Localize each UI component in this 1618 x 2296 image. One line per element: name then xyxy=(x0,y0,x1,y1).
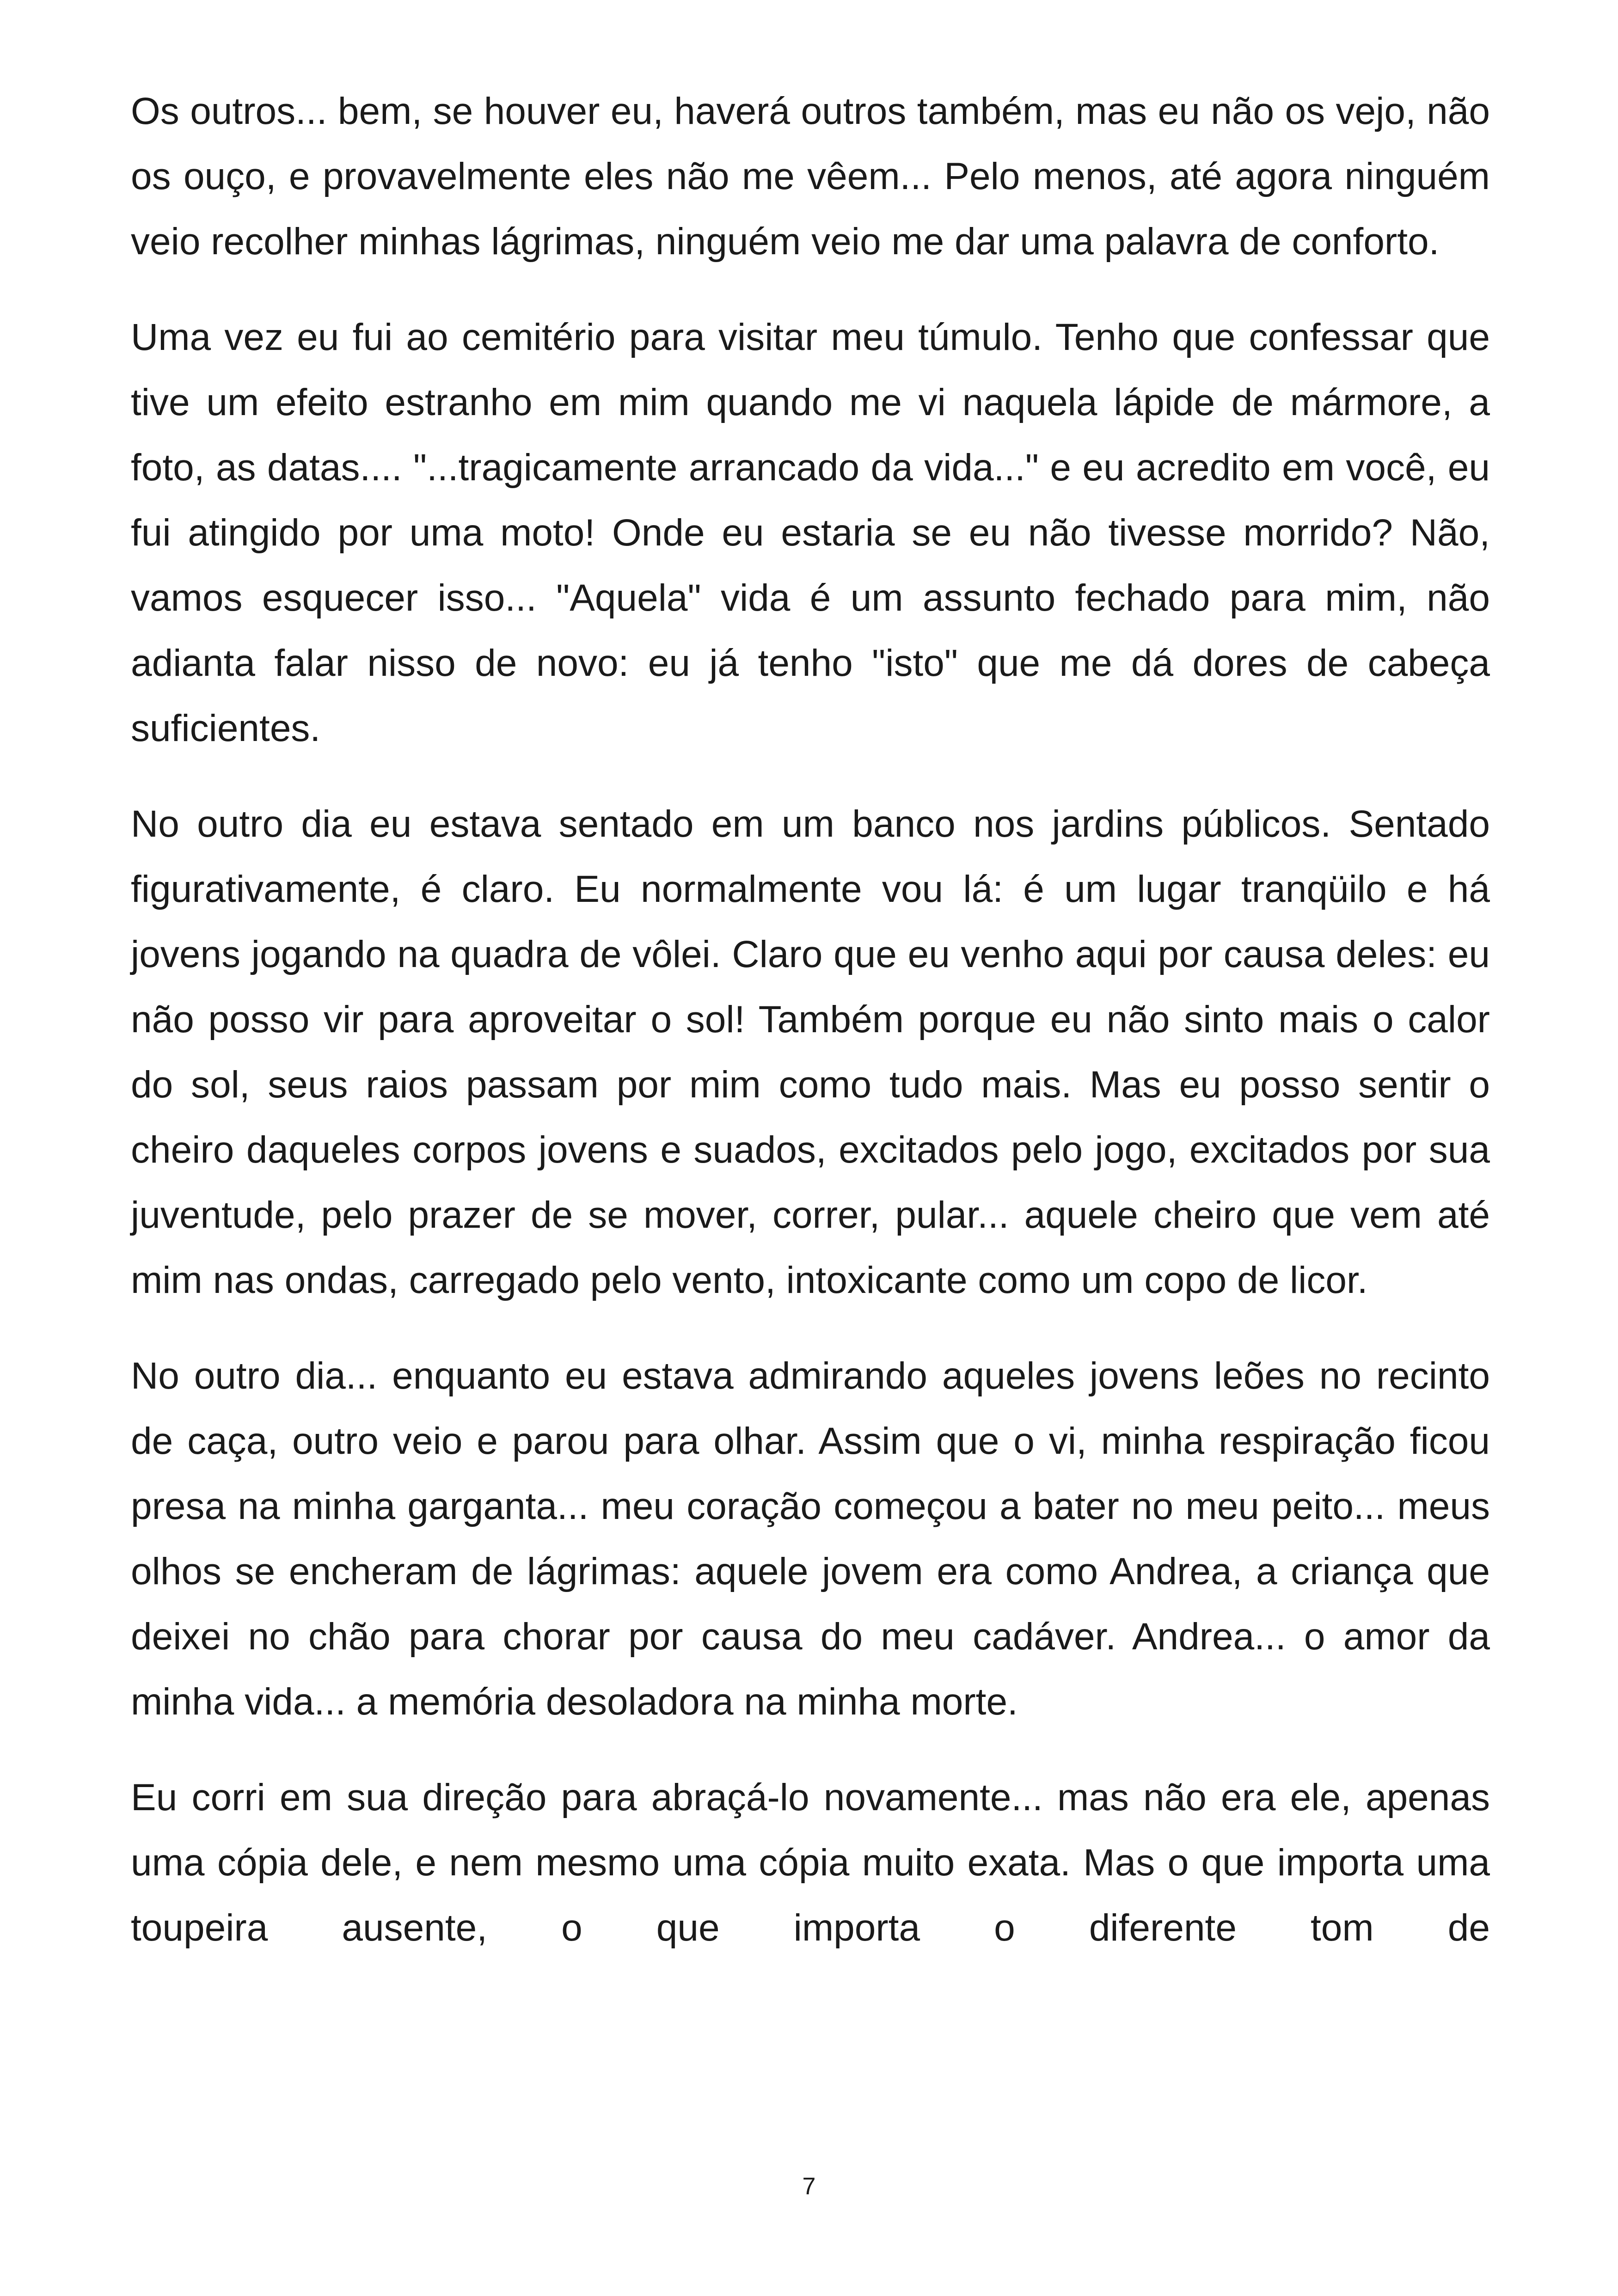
paragraph-5: Eu corri em sua direção para abraçá-lo novamente... mas não era ele, apenas uma cópia dele, e nem mesmo uma cópia muito exata. Mas o que importa uma toupeira ausente, o que importa o diferente tom de xyxy=(131,1776,1490,1949)
paragraph-1: Os outros... bem, se houver eu, haverá outros também, mas eu não os vejo, não os ouço, e provavelmente eles não me vêem... Pelo menos, até agora ninguém veio recolher minhas lágrimas, ninguém veio me dar uma palavra de conforto. xyxy=(131,90,1490,263)
paragraph-3: No outro dia eu estava sentado em um banco nos jardins públicos. Sentado figurativamente, é claro. Eu normalmente vou lá: é um lugar tranqüilo e há jovens jogando na quadra de vôlei. Claro que eu venho aqui por causa deles: eu não posso vir para aproveitar o sol! Também porque eu não sinto mais o calor do sol, seus raios passam por mim como tudo mais. Mas eu posso sentir o cheiro daqueles corpos jovens e suados, excitados pelo jogo, excitados por sua juventude, pelo prazer de se mover, correr, pular... aquele cheiro que vem até mim nas ondas, carregado pelo vento, intoxicante como um copo de licor. xyxy=(131,803,1490,1301)
paragraph-4: No outro dia... enquanto eu estava admirando aqueles jovens leões no recinto de caça, outro veio e parou para olhar. Assim que o vi, minha respiração ficou presa na minha garganta... meu coração começou a bater no meu peito... meus olhos se encheram de lágrimas: aquele jovem era como Andrea, a criança que deixei no chão para chorar por causa do meu cadáver. Andrea... o amor da minha vida... a memória desoladora na minha morte. xyxy=(131,1355,1490,1723)
paragraph-2: Uma vez eu fui ao cemitério para visitar meu túmulo. Tenho que confessar que tive um efeito estranho em mim quando me vi naquela lápide de mármore, a foto, as datas.... "...tragicamente arrancado da vida..." e eu acredito em você, eu fui atingido por uma moto! Onde eu estaria se eu não tivesse morrido? Não, vamos esquecer isso... "Aquela" vida é um assunto fechado para mim, não adianta falar nisso de novo: eu já tenho "isto" que me dá dores de cabeça suficientes. xyxy=(131,316,1490,749)
body-text xyxy=(131,79,1490,1991)
page-number: 7 xyxy=(802,2173,816,2200)
